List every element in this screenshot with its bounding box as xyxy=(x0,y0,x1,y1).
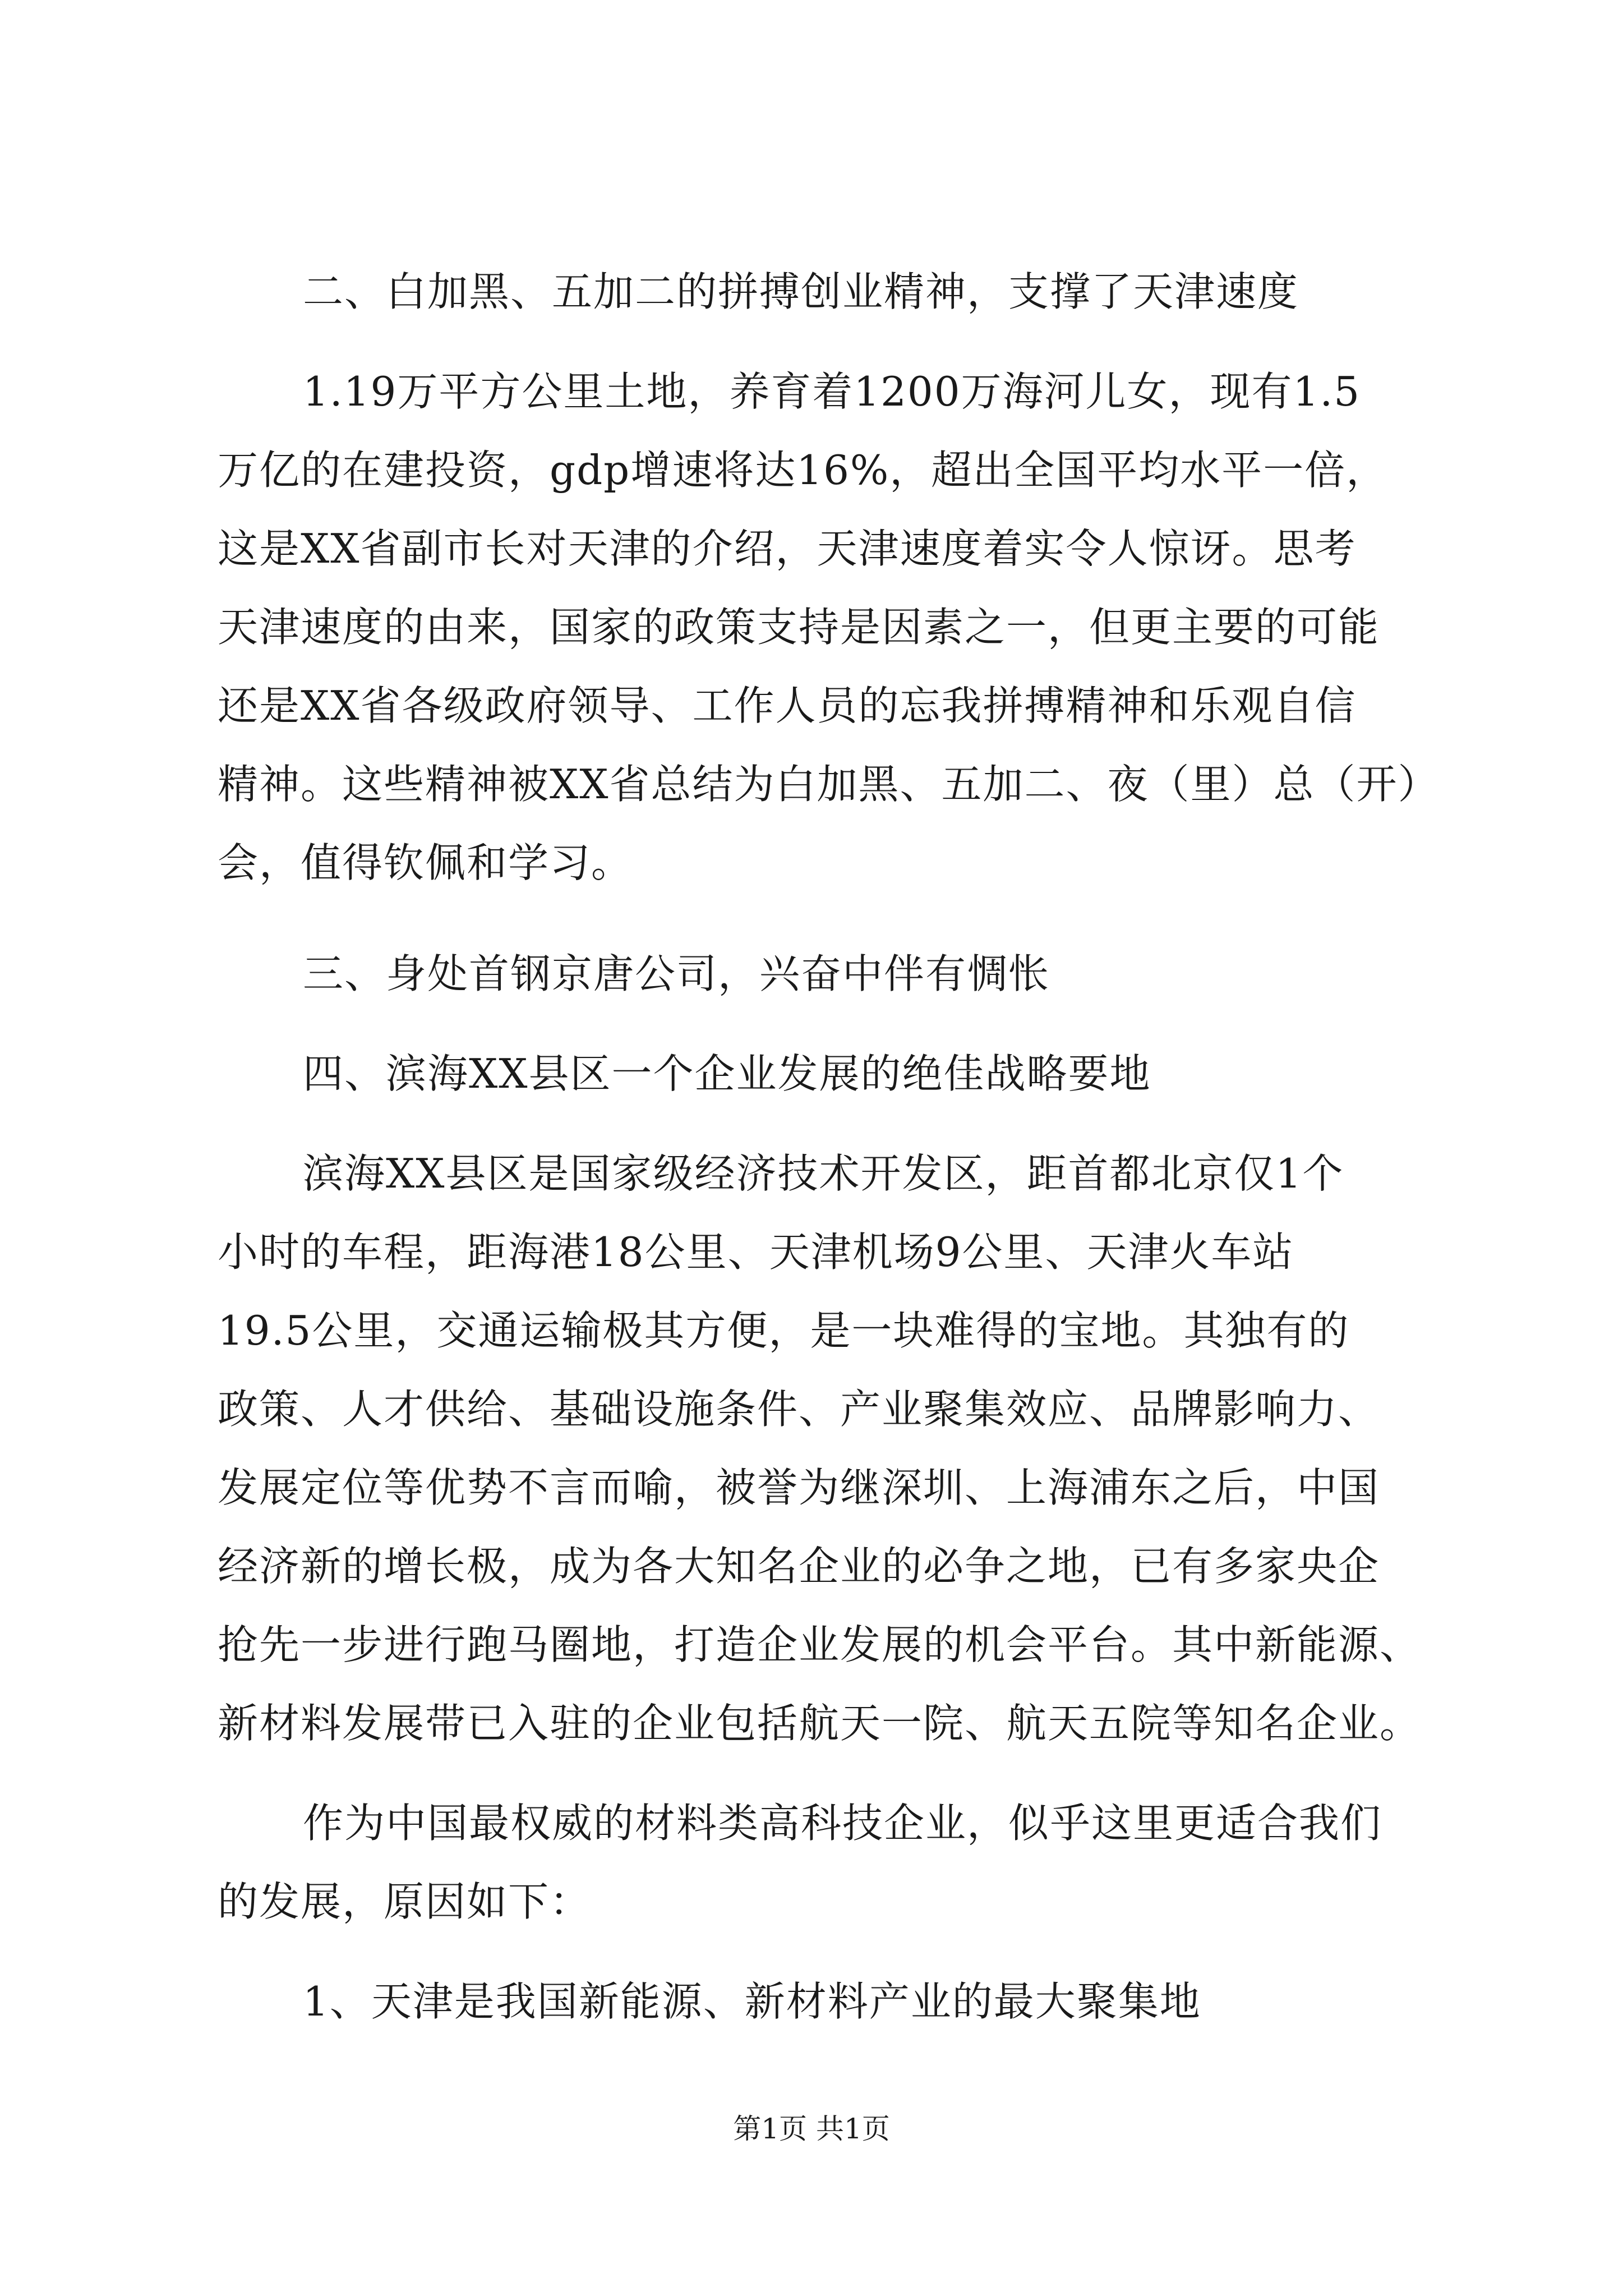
paragraph-line: 精神。这些精神被XX省总结为白加黑、五加二、夜（里）总（开） xyxy=(218,761,1440,808)
paragraph-line: 天津速度的由来，国家的政策支持是因素之一，但更主要的可能 xyxy=(218,604,1380,651)
paragraph-line: 还是XX省各级政府领导、工作人员的忘我拼搏精神和乐观自信 xyxy=(218,682,1357,729)
paragraph-line: 发展定位等优势不言而喻，被誉为继深圳、上海浦东之后，中国 xyxy=(218,1464,1380,1511)
heading-4: 四、滨海XX县区一个企业发展的绝佳战略要地 xyxy=(303,1050,1151,1097)
list-item-1: 1、天津是我国新能源、新材料产业的最大聚集地 xyxy=(303,1978,1201,2025)
paragraph-line: 作为中国最权威的材料类高科技企业，似乎这里更适合我们 xyxy=(303,1800,1382,1847)
paragraph-line: 19.5公里，交通运输极其方便，是一块难得的宝地。其独有的 xyxy=(218,1307,1350,1354)
paragraph-line: 抢先一步进行跑马圈地，打造企业发展的机会平台。其中新能源、 xyxy=(218,1621,1422,1668)
paragraph-line: 1.19万平方公里土地，养育着1200万海河儿女，现有1.5 xyxy=(303,368,1361,415)
paragraph-line: 新材料发展带已入驻的企业包括航天一院、航天五院等知名企业。 xyxy=(218,1700,1422,1747)
paragraph-line: 经济新的增长极，成为各大知名企业的必争之地，已有多家央企 xyxy=(218,1543,1380,1590)
paragraph-line: 会，值得钦佩和学习。 xyxy=(218,839,633,886)
paragraph-line: 小时的车程，距海港18公里、天津机场9公里、天津火车站 xyxy=(218,1228,1294,1276)
heading-2: 二、白加黑、五加二的拼搏创业精神，支撑了天津速度 xyxy=(303,268,1299,315)
paragraph-line: 政策、人才供给、基础设施条件、产业聚集效应、品牌影响力、 xyxy=(218,1386,1380,1433)
heading-3: 三、身处首钢京唐公司，兴奋中伴有惆怅 xyxy=(303,950,1050,997)
paragraph-line: 万亿的在建投资，gdp增速将达16%，超出全国平均水平一倍， xyxy=(218,447,1388,494)
page-number-footer: 第1页 共1页 xyxy=(733,2113,890,2145)
paragraph-line: 的发展，原因如下： xyxy=(218,1878,592,1925)
paragraph-line: 这是XX省副市长对天津的介绍，天津速度着实令人惊讶。思考 xyxy=(218,525,1357,572)
paragraph-line: 滨海XX县区是国家级经济技术开发区，距首都北京仅1个 xyxy=(303,1150,1344,1197)
